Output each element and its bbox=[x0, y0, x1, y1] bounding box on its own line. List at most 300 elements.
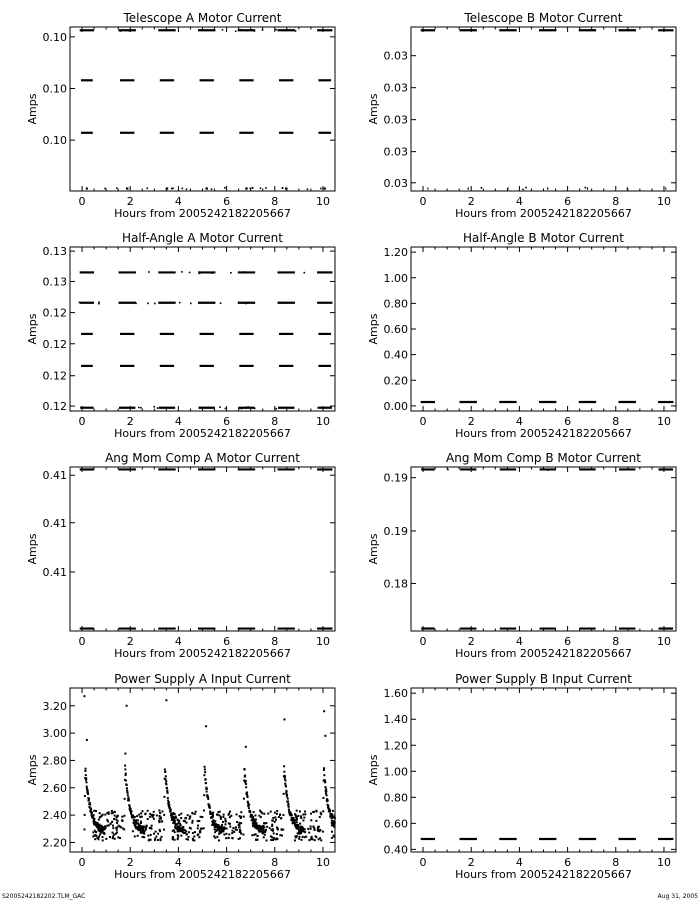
data-point bbox=[288, 806, 290, 808]
data-point bbox=[98, 825, 100, 827]
x-tick-label: 4 bbox=[515, 856, 523, 869]
data-point bbox=[180, 835, 182, 837]
data-point bbox=[253, 834, 255, 836]
data-point bbox=[121, 816, 123, 818]
data-point bbox=[327, 799, 329, 801]
data-point bbox=[304, 828, 306, 830]
outlier-point bbox=[126, 705, 128, 707]
data-point bbox=[228, 813, 230, 815]
data-point bbox=[148, 839, 150, 841]
data-point bbox=[194, 831, 196, 833]
x-tick-label: 8 bbox=[271, 195, 279, 208]
data-point bbox=[105, 827, 107, 829]
data-points bbox=[80, 29, 333, 190]
data-point bbox=[192, 839, 194, 841]
data-point bbox=[155, 831, 157, 833]
data-point bbox=[108, 811, 110, 813]
data-point bbox=[184, 829, 186, 831]
data-point bbox=[93, 814, 95, 816]
y-tick-label: 0.00 bbox=[383, 399, 408, 413]
data-point bbox=[188, 818, 190, 820]
x-tick-label: 4 bbox=[515, 415, 523, 428]
data-point bbox=[79, 302, 81, 304]
data-point bbox=[296, 819, 298, 821]
data-point bbox=[287, 803, 289, 805]
x-axis-label: Hours from 2005242182205667 bbox=[455, 868, 632, 881]
data-point bbox=[176, 826, 178, 828]
data-point bbox=[142, 836, 144, 838]
data-point bbox=[103, 833, 105, 835]
data-point bbox=[322, 810, 324, 812]
data-point bbox=[294, 813, 296, 815]
x-tick-label: 2 bbox=[467, 195, 475, 208]
chart-title: Half-Angle A Motor Current bbox=[122, 231, 283, 245]
data-point bbox=[172, 822, 174, 824]
data-point bbox=[153, 811, 155, 813]
data-points bbox=[79, 271, 333, 409]
data-point bbox=[270, 811, 272, 813]
y-tick-label: 0.41 bbox=[42, 516, 67, 530]
data-point bbox=[172, 188, 174, 190]
data-point bbox=[128, 797, 130, 799]
data-point bbox=[194, 813, 196, 815]
data-point bbox=[303, 817, 305, 819]
data-point bbox=[224, 818, 226, 820]
footer-date: Aug 31, 2005 bbox=[657, 893, 698, 900]
data-point bbox=[263, 836, 265, 838]
data-point bbox=[130, 810, 132, 812]
data-point bbox=[262, 825, 264, 827]
data-point bbox=[165, 780, 167, 782]
data-point bbox=[199, 273, 201, 275]
data-point bbox=[94, 838, 96, 840]
data-point bbox=[129, 30, 131, 32]
data-point bbox=[308, 839, 310, 841]
data-point bbox=[263, 829, 265, 831]
data-point bbox=[282, 829, 284, 831]
data-point bbox=[212, 824, 214, 826]
data-point bbox=[138, 407, 140, 409]
data-point bbox=[320, 812, 322, 814]
y-tick-label: 0.03 bbox=[383, 81, 408, 95]
data-point bbox=[296, 810, 298, 812]
data-point bbox=[153, 833, 155, 835]
data-point bbox=[230, 272, 232, 274]
data-point bbox=[220, 302, 222, 304]
x-tick-label: 0 bbox=[419, 856, 427, 869]
footer-source-file: S2005242182202.TLM_GAC bbox=[2, 893, 86, 900]
data-point bbox=[138, 824, 140, 826]
chart-title: Half-Angle B Motor Current bbox=[463, 231, 624, 245]
x-tick-label: 2 bbox=[467, 635, 475, 648]
data-point bbox=[238, 822, 240, 824]
data-point bbox=[284, 779, 286, 781]
data-point bbox=[180, 813, 182, 815]
data-point bbox=[271, 836, 273, 838]
data-point bbox=[229, 826, 231, 828]
x-tick-label: 0 bbox=[419, 415, 427, 428]
data-point bbox=[168, 801, 170, 803]
data-point bbox=[276, 813, 278, 815]
x-tick-label: 6 bbox=[564, 856, 572, 869]
data-point bbox=[287, 798, 289, 800]
data-point bbox=[175, 817, 177, 819]
data-point bbox=[126, 784, 128, 786]
data-point bbox=[319, 837, 321, 839]
y-tick-label: 1.20 bbox=[383, 246, 408, 260]
data-point bbox=[152, 814, 154, 816]
plot-frame bbox=[411, 247, 676, 411]
data-point bbox=[163, 814, 165, 816]
chart-title: Power Supply A Input Current bbox=[114, 672, 291, 686]
data-point bbox=[225, 837, 227, 839]
data-point bbox=[166, 790, 168, 792]
data-point bbox=[204, 768, 206, 770]
x-tick-label: 0 bbox=[78, 195, 86, 208]
x-tick-label: 0 bbox=[78, 415, 86, 428]
data-point bbox=[123, 815, 125, 817]
data-point bbox=[141, 810, 143, 812]
data-point bbox=[108, 824, 110, 826]
data-point bbox=[218, 833, 220, 835]
data-point bbox=[240, 817, 242, 819]
data-point bbox=[222, 830, 224, 832]
chart-panel-1 bbox=[26, 11, 335, 220]
data-point bbox=[148, 271, 150, 273]
data-point bbox=[92, 835, 94, 837]
data-point bbox=[231, 830, 233, 832]
y-tick-label: 0.18 bbox=[383, 577, 408, 591]
y-tick-label: 0.12 bbox=[42, 369, 67, 383]
data-point bbox=[150, 827, 152, 829]
data-point bbox=[116, 187, 118, 189]
data-point bbox=[265, 822, 267, 824]
x-tick-label: 8 bbox=[271, 635, 279, 648]
data-point bbox=[223, 814, 225, 816]
data-point bbox=[276, 833, 278, 835]
data-point bbox=[314, 839, 316, 841]
data-point bbox=[161, 810, 163, 812]
data-point bbox=[263, 831, 265, 833]
data-point bbox=[282, 814, 284, 816]
data-point bbox=[109, 836, 111, 838]
y-tick-label: 0.41 bbox=[42, 565, 67, 579]
data-point bbox=[316, 810, 318, 812]
outlier-point bbox=[323, 710, 325, 712]
data-point bbox=[125, 773, 127, 775]
y-tick-label: 0.41 bbox=[42, 469, 67, 483]
data-point bbox=[199, 831, 201, 833]
data-point bbox=[198, 836, 200, 838]
data-point bbox=[125, 780, 127, 782]
data-point bbox=[87, 793, 89, 795]
data-point bbox=[324, 781, 326, 783]
data-point bbox=[245, 783, 247, 785]
data-point bbox=[239, 837, 241, 839]
data-point bbox=[116, 829, 118, 831]
data-point bbox=[232, 827, 234, 829]
data-point bbox=[101, 836, 103, 838]
data-point bbox=[152, 816, 154, 818]
y-tick-label: 1.20 bbox=[383, 739, 408, 753]
data-point bbox=[153, 406, 155, 408]
data-point bbox=[203, 827, 205, 829]
data-point bbox=[150, 834, 152, 836]
data-point bbox=[143, 825, 145, 827]
data-point bbox=[304, 831, 306, 833]
data-point bbox=[165, 783, 167, 785]
data-point bbox=[127, 794, 129, 796]
data-point bbox=[265, 187, 267, 189]
y-tick-label: 0.80 bbox=[383, 791, 408, 805]
x-tick-label: 2 bbox=[126, 856, 134, 869]
plot-frame bbox=[411, 27, 676, 191]
plot-frame bbox=[70, 467, 335, 631]
data-point bbox=[167, 799, 169, 801]
data-point bbox=[275, 29, 277, 31]
data-point bbox=[174, 831, 176, 833]
data-point bbox=[285, 785, 287, 787]
data-point bbox=[247, 406, 249, 408]
data-point bbox=[216, 836, 218, 838]
data-point bbox=[312, 826, 314, 828]
data-point bbox=[174, 839, 176, 841]
data-point bbox=[146, 187, 148, 189]
data-point bbox=[331, 813, 333, 815]
y-tick-label: 0.60 bbox=[383, 817, 408, 831]
data-point bbox=[116, 822, 118, 824]
outlier-point bbox=[324, 735, 326, 737]
data-point bbox=[236, 829, 238, 831]
data-point bbox=[135, 303, 137, 305]
data-point bbox=[282, 187, 284, 189]
data-point bbox=[236, 821, 238, 823]
data-point bbox=[263, 822, 265, 824]
data-points bbox=[421, 30, 674, 190]
data-point bbox=[313, 811, 315, 813]
data-point bbox=[230, 815, 232, 817]
data-point bbox=[154, 303, 156, 305]
data-point bbox=[240, 833, 242, 835]
data-point bbox=[89, 804, 91, 806]
data-point bbox=[275, 408, 277, 410]
x-tick-label: 8 bbox=[612, 415, 620, 428]
data-point bbox=[200, 816, 202, 818]
data-point bbox=[287, 800, 289, 802]
data-point bbox=[120, 30, 122, 32]
data-point bbox=[186, 838, 188, 840]
data-point bbox=[272, 817, 274, 819]
y-tick-label: 0.12 bbox=[42, 306, 67, 320]
data-point bbox=[320, 839, 322, 841]
data-point bbox=[283, 793, 285, 795]
data-point bbox=[173, 816, 175, 818]
data-point bbox=[311, 836, 313, 838]
data-point bbox=[138, 814, 140, 816]
y-tick-label: 0.03 bbox=[383, 49, 408, 63]
data-point bbox=[177, 834, 179, 836]
data-point bbox=[325, 790, 327, 792]
data-point bbox=[279, 814, 281, 816]
data-point bbox=[271, 825, 273, 827]
x-tick-label: 0 bbox=[419, 635, 427, 648]
data-point bbox=[304, 813, 306, 815]
data-point bbox=[307, 828, 309, 830]
data-point bbox=[139, 816, 141, 818]
data-point bbox=[153, 818, 155, 820]
data-point bbox=[167, 792, 169, 794]
data-point bbox=[283, 771, 285, 773]
x-tick-label: 6 bbox=[564, 415, 572, 428]
data-point bbox=[137, 835, 139, 837]
data-point bbox=[299, 810, 301, 812]
data-point bbox=[92, 831, 94, 833]
data-point bbox=[298, 836, 300, 838]
data-point bbox=[120, 826, 122, 828]
data-point bbox=[219, 811, 221, 813]
data-point bbox=[243, 798, 245, 800]
data-point bbox=[214, 820, 216, 822]
data-point bbox=[235, 826, 237, 828]
data-point bbox=[213, 835, 215, 837]
data-point bbox=[310, 828, 312, 830]
data-point bbox=[240, 811, 242, 813]
data-point bbox=[215, 830, 217, 832]
data-point bbox=[260, 816, 262, 818]
data-point bbox=[240, 822, 242, 824]
data-point bbox=[95, 810, 97, 812]
x-tick-label: 0 bbox=[78, 856, 86, 869]
y-tick-label: 2.20 bbox=[42, 836, 67, 850]
data-point bbox=[239, 271, 241, 273]
y-tick-label: 0.60 bbox=[383, 323, 408, 336]
data-point bbox=[233, 831, 235, 833]
data-point bbox=[198, 820, 200, 822]
data-point bbox=[93, 810, 95, 812]
data-point bbox=[305, 836, 307, 838]
data-point bbox=[326, 794, 328, 796]
data-point bbox=[269, 827, 271, 829]
data-point bbox=[110, 822, 112, 824]
data-point bbox=[205, 778, 207, 780]
data-point bbox=[132, 830, 134, 832]
y-tick-label: 0.13 bbox=[42, 275, 67, 289]
data-point bbox=[331, 822, 333, 824]
data-point bbox=[222, 821, 224, 823]
y-axis-label: Amps bbox=[26, 754, 39, 786]
data-point bbox=[145, 829, 147, 831]
x-tick-label: 4 bbox=[174, 635, 182, 648]
data-point bbox=[85, 768, 87, 770]
data-point bbox=[178, 814, 180, 816]
data-point bbox=[182, 826, 184, 828]
data-point bbox=[252, 818, 254, 820]
data-point bbox=[245, 780, 247, 782]
x-tick-label: 8 bbox=[612, 635, 620, 648]
data-point bbox=[190, 303, 192, 305]
data-point bbox=[291, 814, 293, 816]
data-point bbox=[112, 825, 114, 827]
data-point bbox=[212, 812, 214, 814]
data-point bbox=[308, 832, 310, 834]
plot-frame bbox=[411, 688, 676, 852]
data-point bbox=[242, 834, 244, 836]
data-point bbox=[243, 816, 245, 818]
data-point bbox=[224, 823, 226, 825]
data-point bbox=[159, 829, 161, 831]
data-point bbox=[123, 828, 125, 830]
data-point bbox=[270, 839, 272, 841]
data-point bbox=[284, 775, 286, 777]
x-axis-label: Hours from 2005242182205667 bbox=[114, 427, 291, 440]
data-point bbox=[124, 798, 126, 800]
data-point bbox=[254, 408, 256, 410]
data-point bbox=[294, 839, 296, 841]
data-point bbox=[121, 820, 123, 822]
data-point bbox=[197, 827, 199, 829]
data-point bbox=[214, 828, 216, 830]
data-point bbox=[216, 813, 218, 815]
data-point bbox=[301, 826, 303, 828]
y-axis-label: Amps bbox=[367, 313, 380, 345]
data-point bbox=[247, 796, 249, 798]
x-tick-label: 6 bbox=[564, 635, 572, 648]
data-point bbox=[272, 828, 274, 830]
data-point bbox=[145, 813, 147, 815]
data-point bbox=[288, 808, 290, 810]
data-point bbox=[201, 828, 203, 830]
data-point bbox=[273, 832, 275, 834]
outlier-point bbox=[245, 746, 247, 748]
data-point bbox=[163, 829, 165, 831]
data-point bbox=[331, 837, 333, 839]
data-point bbox=[212, 816, 214, 818]
data-point bbox=[192, 832, 194, 834]
x-tick-label: 4 bbox=[174, 415, 182, 428]
x-axis-label: Hours from 2005242182205667 bbox=[455, 647, 632, 660]
data-point bbox=[127, 272, 129, 274]
data-point bbox=[178, 822, 180, 824]
data-point bbox=[333, 836, 335, 838]
data-point bbox=[292, 817, 294, 819]
y-tick-label: 0.20 bbox=[383, 374, 408, 388]
data-point bbox=[276, 810, 278, 812]
outlier-point bbox=[283, 718, 285, 720]
data-point bbox=[250, 188, 252, 190]
x-tick-label: 4 bbox=[515, 195, 523, 208]
data-point bbox=[325, 792, 327, 794]
data-point bbox=[256, 835, 258, 837]
x-tick-label: 10 bbox=[656, 415, 671, 428]
data-point bbox=[164, 768, 166, 770]
data-point bbox=[124, 768, 126, 770]
data-point bbox=[190, 828, 192, 830]
data-point bbox=[447, 469, 449, 471]
data-point bbox=[160, 816, 162, 818]
data-point bbox=[83, 828, 85, 830]
x-tick-label: 10 bbox=[315, 415, 330, 428]
data-point bbox=[86, 781, 88, 783]
data-point bbox=[223, 826, 225, 828]
data-point bbox=[275, 819, 277, 821]
data-point bbox=[271, 819, 273, 821]
data-point bbox=[191, 812, 193, 814]
data-point bbox=[324, 786, 326, 788]
data-point bbox=[203, 774, 205, 776]
data-point bbox=[261, 812, 263, 814]
data-point bbox=[114, 811, 116, 813]
data-point bbox=[322, 831, 324, 833]
